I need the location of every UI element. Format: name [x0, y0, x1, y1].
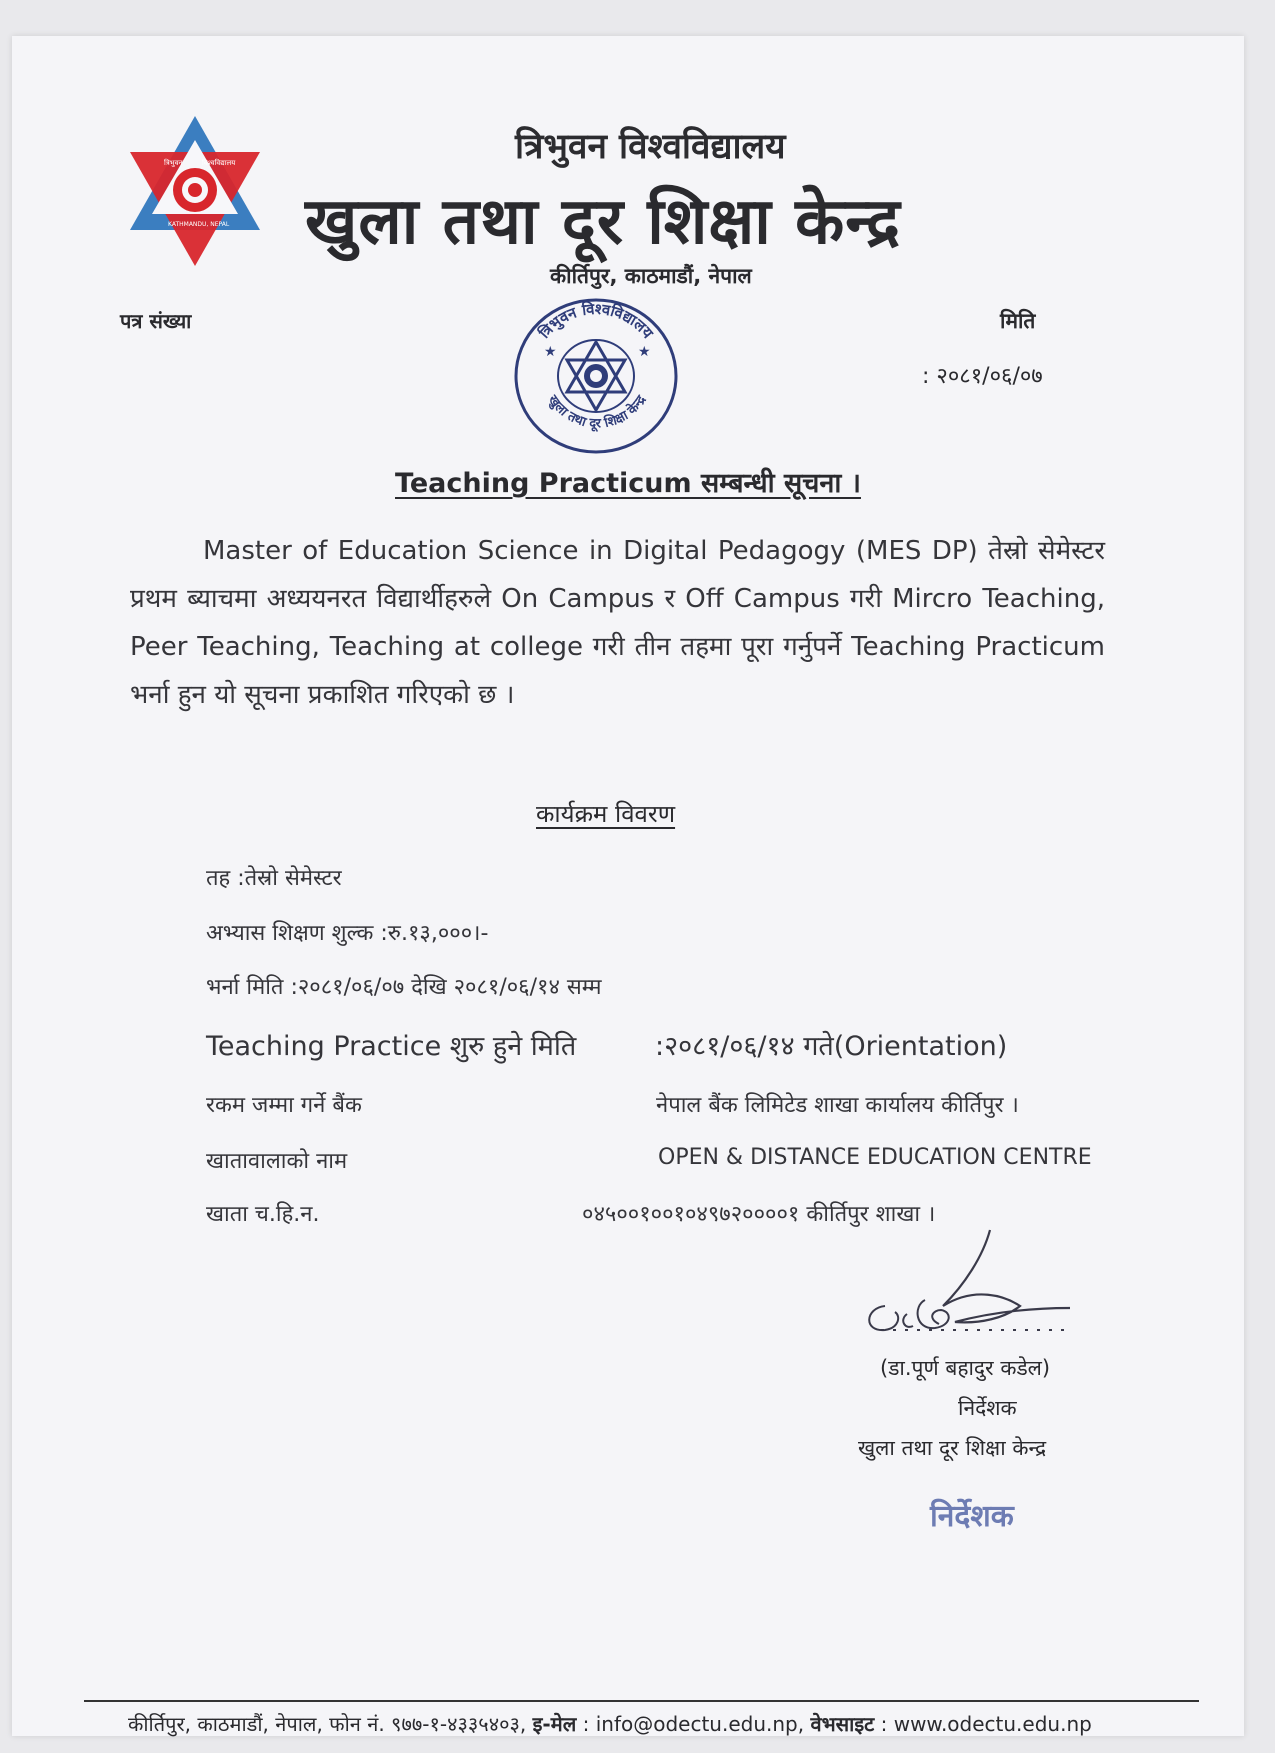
notice-body-text: Master of Education Science in Digital Pedagogy (MES DP) तेस्रो सेमेस्टर प्रथम ब्याचमा अध्ययनरत विद्यार्थीहरुले On Campus र Off Campus गरी Mircro Teaching, Peer Teaching, Teaching at college गरी तीन तहमा पूरा गर्नुपर्ने Teaching Practicum भर्ना हुन यो सूचना प्रकाशित गरिएको छ । — [130, 536, 1105, 710]
center-name: खुला तथा दूर शिक्षा केन्द्र — [305, 185, 902, 259]
director-name: (डा.पूर्ण बहादुर कडेल) — [880, 1356, 1051, 1380]
footer-website[interactable]: : www.odectu.edu.np — [880, 1712, 1092, 1736]
footer-email-label: इ-मेल — [532, 1712, 577, 1736]
level-row: तह :तेस्रो सेमेस्टर — [206, 866, 342, 891]
letter-page — [12, 36, 1244, 1736]
director-organization: खुला तथा दूर शिक्षा केन्द्र — [858, 1436, 1047, 1460]
seal-text-top: त्रिभुवन विश्वविद्यालय — [535, 299, 657, 342]
notice-title: Teaching Practicum सम्बन्धी सूचना । — [395, 468, 861, 499]
seal-star-icon: ★ — [544, 344, 557, 360]
seal-center-dot — [590, 370, 602, 382]
footer-address: कीर्तिपुर, काठमाडौं, नेपाल, फोन नं. ९७७-१-४३३५४०३, — [128, 1712, 527, 1736]
account-holder-label: खातावालाको नाम — [206, 1149, 348, 1174]
bank-label: रकम जम्मा गर्ने बैंक — [206, 1093, 362, 1118]
logo-text-top-right: विश्वविद्यालय — [202, 159, 236, 167]
reference-number-label: पत्र संख्या — [120, 309, 192, 333]
director-signature — [855, 1226, 1085, 1346]
logo-emblem-dot — [188, 183, 202, 197]
bank-value: नेपाल बैंक लिमिटेड शाखा कार्यालय कीर्तिपुर । — [656, 1093, 1019, 1118]
director-role: निर्देशक — [958, 1396, 1017, 1420]
seal-star-icon: ★ — [638, 344, 651, 360]
university-name: त्रिभुवन विश्वविद्यालय — [515, 127, 786, 167]
notice-body — [130, 527, 1105, 719]
university-logo — [126, 112, 264, 270]
footer-contact — [128, 1710, 1092, 1737]
fee-row: अभ्यास शिक्षण शुल्क :रु.१३,०००।- — [206, 921, 489, 946]
program-details-title: कार्यक्रम विवरण — [536, 800, 676, 828]
seal-text-bottom: खुला तथा दूर शिक्षा केन्द्र — [544, 392, 650, 432]
date-label: मिति — [1000, 309, 1036, 333]
footer-website-label: वेभसाइट — [810, 1712, 875, 1736]
start-date-label: Teaching Practice शुरु हुने मिति — [206, 1031, 577, 1062]
center-address: कीर्तिपुर, काठमाडौं, नेपाल — [550, 264, 752, 288]
office-seal — [512, 296, 680, 456]
account-holder-value: OPEN & DISTANCE EDUCATION CENTRE — [658, 1145, 1092, 1170]
footer-divider — [84, 1700, 1199, 1702]
admission-date-row: भर्ना मिति :२०८१/०६/०७ देखि २०८१/०६/१४ सम्म — [206, 975, 602, 1000]
director-stamp: निर्देशक — [930, 1499, 1014, 1534]
logo-text-top-left: त्रिभुवन — [164, 159, 183, 167]
footer-email[interactable]: : info@odectu.edu.np, — [582, 1712, 805, 1736]
start-date-value: :२०८१/०६/१४ गते(Orientation) — [655, 1031, 1008, 1062]
logo-text-bottom: KATHMANDU, NEPAL — [168, 221, 230, 228]
date-value: : २०८१/०६/०७ — [922, 364, 1043, 389]
account-number-label: खाता च.हि.न. — [206, 1202, 320, 1227]
account-number-value: ०४५००१००१०४९७२००००१ कीर्तिपुर शाखा । — [582, 1202, 936, 1227]
